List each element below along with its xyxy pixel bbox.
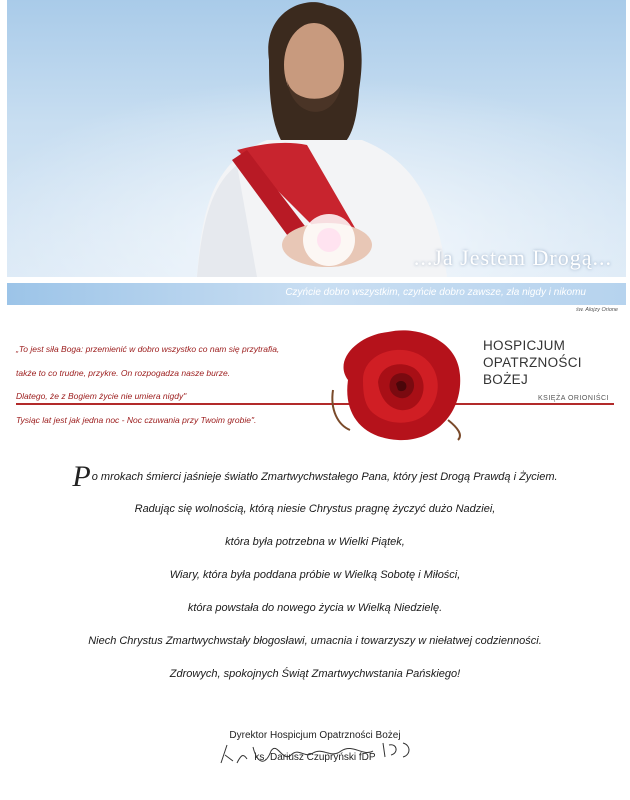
letter-line [0, 460, 630, 493]
logo-line: BOŻEJ [483, 372, 529, 387]
quote-block [16, 344, 326, 438]
logo-subtitle: KSIĘŻA ORIONIŚCI [538, 395, 610, 402]
director-title: Dyrektor Hospicjum Opatrzności Bożej [229, 730, 401, 741]
quote-line: „To jest siła Boga: przemienić w dobro wszystko co nam się przytrafia, [16, 344, 280, 354]
jesus-figure-illustration [7, 0, 626, 277]
letter-line: Radując się wolnością, którą niesie Chrystus pragnę życzyć dużo Nadziei, [134, 503, 496, 515]
easter-letter [0, 460, 630, 691]
letter-line: która była potrzebna w Wielki Piątek, [225, 536, 405, 548]
hospice-logo [483, 337, 609, 402]
handwritten-signature-icon [213, 733, 433, 773]
motto-attribution: św. Alojzy Orione [576, 307, 618, 313]
quote-line: Dlatego, że z Bogiem życie nie umiera nigdy" [16, 391, 187, 401]
logo-line: OPATRZNOŚCI [483, 355, 582, 370]
motto-band [7, 283, 626, 305]
hero-image [7, 0, 626, 277]
logo-line: HOSPICJUM [483, 338, 566, 353]
dropcap: P [72, 460, 91, 493]
director-name: ks. Dariusz Czupryński fDP [254, 752, 376, 763]
letter-line: Zdrowych, spokojnych Świąt Zmartwychwstania Pańskiego! [169, 668, 461, 680]
quote-line: Tysiąc lat jest jak jedna noc - Noc czuwania przy Twoim grobie". [16, 414, 257, 425]
hero-tagline: ...Ja Jestem Drogą... [413, 245, 612, 270]
motto-text: Czyńcie dobro wszystkim, czyńcie dobro zawsze, zła nigdy i nikomu [285, 287, 586, 298]
letter-line: która powstała do nowego życia w Wielką Niedzielę. [187, 602, 443, 614]
red-rose-icon [328, 320, 468, 445]
divider-line [16, 403, 614, 405]
quote-line: także to co trudne, przykre. On rozpogadza nasze burze. [16, 367, 231, 378]
letter-line: Wiary, która była poddana próbie w Wielką Sobotę i Miłości, [169, 569, 461, 581]
letter-line: Niech Chrystus Zmartwychwstały błogosławi, umacnia i towarzyszy w niełatwej codzienności. [88, 635, 542, 647]
letter-first-line-text: o mrokach śmierci jaśnieje światło Zmartwychwstałego Pana, który jest Drogą Prawdą i Życiem. [91, 471, 558, 483]
